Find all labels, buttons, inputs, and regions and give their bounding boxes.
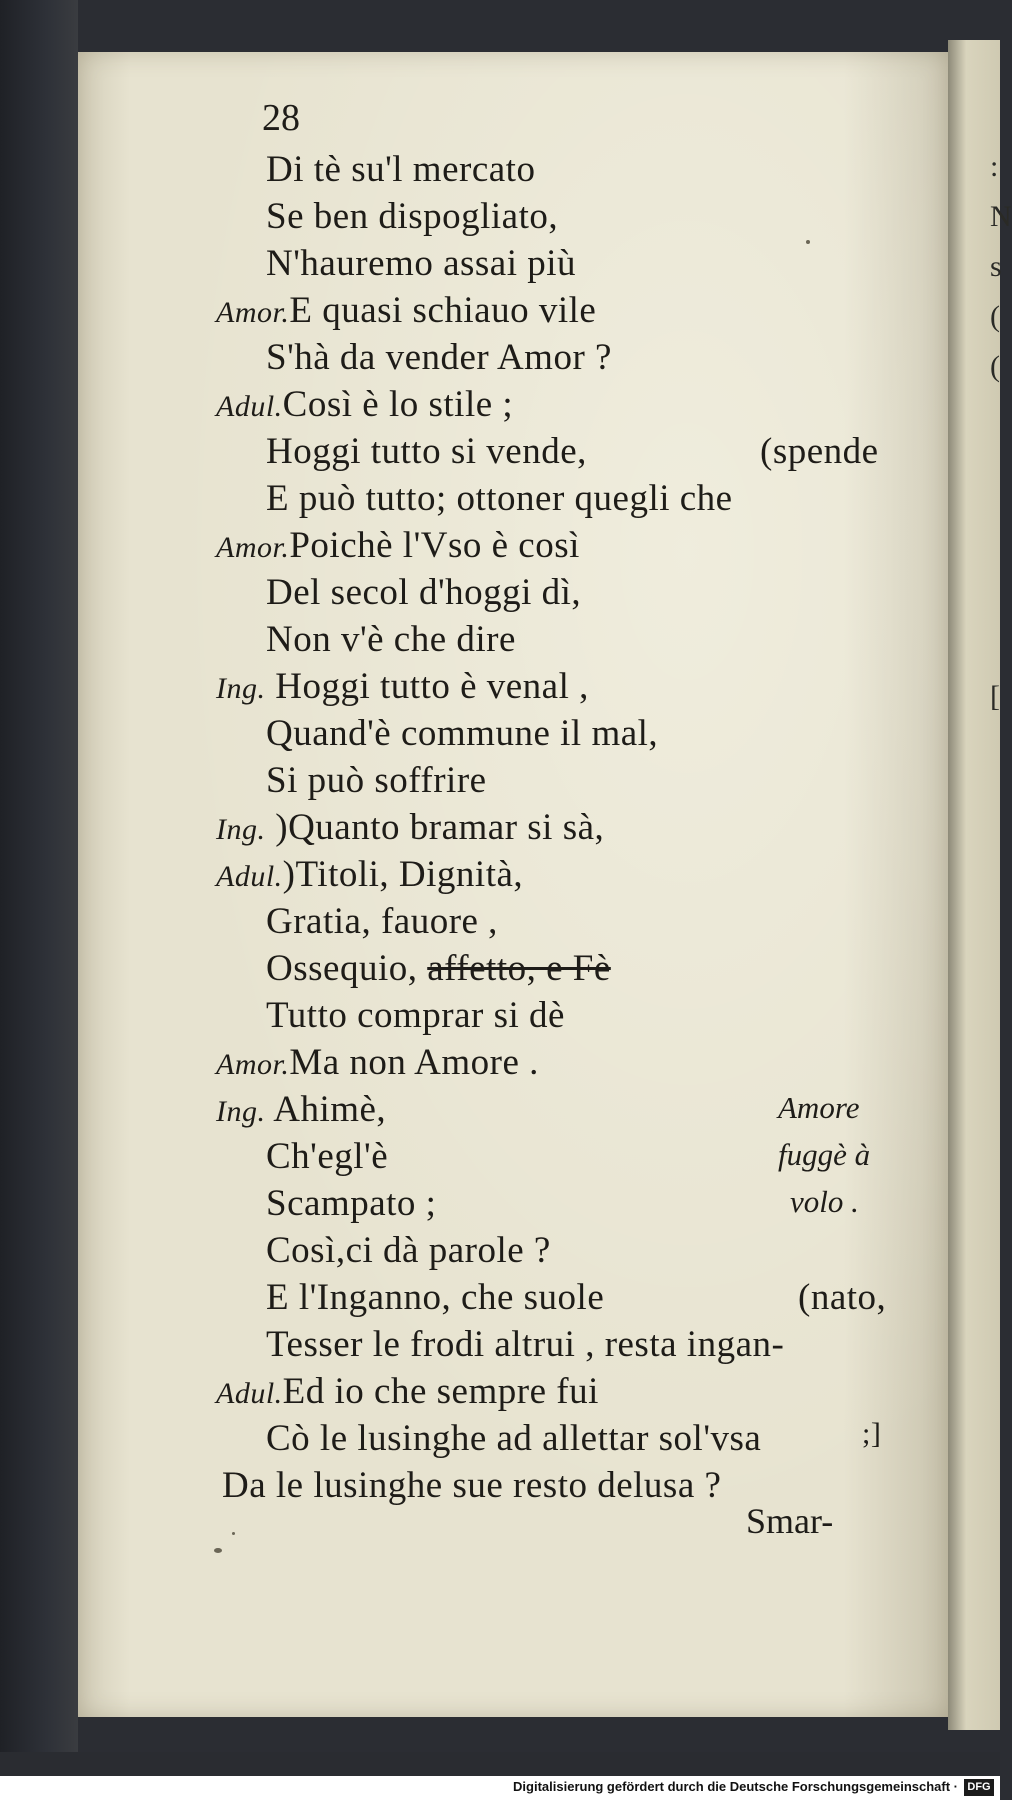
- verse-line: Non v'è che dire: [266, 619, 516, 660]
- adjacent-page-glyph: s: [990, 250, 1002, 283]
- verse-line: Adul.Ed io che sempre fui: [216, 1371, 599, 1412]
- verse-line: N'hauremo assai più: [266, 243, 577, 284]
- verse-line: Ch'egl'è: [266, 1136, 389, 1177]
- stage-direction-line: Amore: [778, 1090, 860, 1125]
- adjacent-page-glyph: :: [990, 150, 999, 183]
- dfg-logo: DFG: [964, 1779, 994, 1796]
- verse-line: Del secol d'hoggi dì,: [266, 572, 582, 613]
- speaker-label: Ing.: [216, 813, 266, 846]
- verse-line: Ing. Hoggi tutto è venal ,: [216, 666, 589, 707]
- verse-line: E l'Inganno, che suole: [266, 1277, 605, 1318]
- verse-line: Amor.Ma non Amore .: [216, 1042, 539, 1083]
- margin-nato: (nato,: [798, 1277, 887, 1318]
- verse-line: Gratia, fauore ,: [266, 901, 498, 942]
- verse-line: S'hà da vender Amor ?: [266, 337, 612, 378]
- verse-line: Amor.E quasi schiauo vile: [216, 290, 597, 331]
- speaker-label: Ing.: [216, 1095, 266, 1128]
- speaker-label: Adul.: [216, 860, 283, 893]
- speaker-label: Amor.: [216, 1048, 290, 1081]
- verse-line: Tutto comprar si dè: [266, 995, 565, 1036]
- catchword: Smar-: [746, 1501, 834, 1541]
- verse-line: E può tutto; ottoner quegli che: [266, 478, 733, 519]
- verse-line: Hoggi tutto si vende,: [266, 431, 587, 472]
- speaker-label: Adul.: [216, 1377, 283, 1410]
- verse-line: Quand'è commune il mal,: [266, 713, 659, 754]
- verse-line: Si può soffrire: [266, 760, 487, 801]
- verse-line: Cò le lusinghe ad allettar sol'vsa: [266, 1418, 762, 1459]
- adjacent-page-glyph: N: [990, 200, 1012, 233]
- ink-speck: [806, 240, 810, 244]
- page-number: 28: [262, 97, 300, 139]
- verse-line: Ing. )Quanto bramar si sà,: [216, 807, 605, 848]
- verse-line: Se ben dispogliato,: [266, 196, 559, 237]
- adjacent-page-glyph: (: [990, 350, 1000, 383]
- verse-line: Tesser le frodi altrui , resta ingan-: [266, 1324, 785, 1365]
- verse-line: Così,ci dà parole ?: [266, 1230, 551, 1271]
- footer-bar: [0, 1776, 1000, 1800]
- verse-line: Ing. Ahimè,: [216, 1089, 387, 1130]
- speaker-label: Ing.: [216, 672, 266, 705]
- footer-credit: Digitalisierung gefördert durch die Deutsche Forschungsgemeinschaft ·: [513, 1779, 958, 1794]
- verse-line: Amor.Poichè l'Vso è così: [216, 525, 580, 566]
- speaker-label: Amor.: [216, 531, 290, 564]
- verse-line: Adul.Così è lo stile ;: [216, 384, 514, 425]
- speaker-label: Amor.: [216, 296, 290, 329]
- adjacent-page-glyph: [: [990, 680, 1000, 713]
- verse-line: Da le lusinghe sue resto delusa ?: [222, 1465, 722, 1506]
- verse-line: Adul.)Titoli, Dignità,: [216, 854, 524, 895]
- verse-line: Scampato ;: [266, 1183, 437, 1224]
- speaker-label: Adul.: [216, 390, 283, 423]
- verse-line: Di tè su'l mercato: [266, 149, 536, 190]
- ink-speck: [214, 1548, 222, 1553]
- ink-speck: [232, 1532, 235, 1535]
- margin-bracket: ;]: [862, 1417, 882, 1450]
- stage-direction-line: fuggè à: [778, 1137, 871, 1172]
- margin-spende: (spende: [760, 431, 879, 472]
- adjacent-page-glyph: (: [990, 300, 1000, 333]
- stage-direction-line: volo .: [790, 1184, 859, 1219]
- verse-line: Ossequio, affetto, e Fè: [266, 948, 611, 989]
